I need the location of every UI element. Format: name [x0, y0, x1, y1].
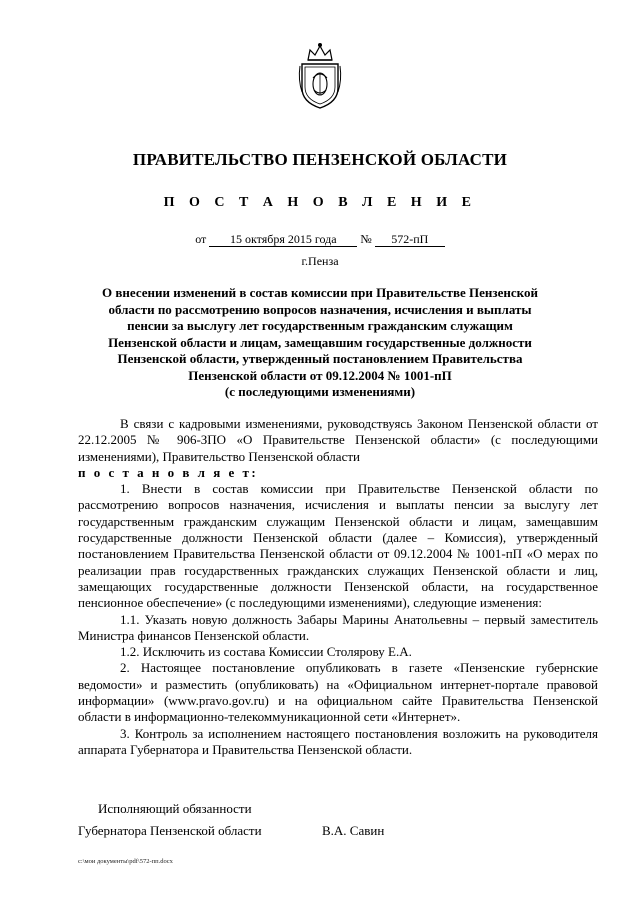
government-title: ПРАВИТЕЛЬСТВО ПЕНЗЕНСКОЙ ОБЛАСТИ — [132, 150, 508, 169]
signer-position-line1: Исполняющий обязанности — [98, 801, 252, 816]
signer-position-line2: Губернатора Пензенской области — [78, 823, 262, 838]
number-prefix: № — [360, 232, 372, 246]
heading-line: Пензенской области и лицам, замещавшим государственные должности — [108, 334, 532, 350]
paragraph-1-2: 1.2. Исключить из состава Комиссии Столярову Е.А. — [120, 644, 412, 660]
heading-line: (с последующими изменениями) — [224, 384, 416, 399]
resolves-word: п о с т а н о в л я е т: — [78, 464, 259, 480]
heading-line: Пензенской области, утвержденный постановлением Правительства — [117, 351, 523, 366]
document-date: 15 октября 2015 года — [209, 233, 357, 247]
signature-block — [78, 798, 385, 842]
preamble: В связи с кадровыми изменениями, руководствуясь Законом Пензенской области от 22.12.2005 № 906-ЗПО «О Правительстве Пензенской области» (с последующими изменениями), Правительство Пензенской области — [78, 416, 598, 464]
signer-name: В.А. Савин — [322, 823, 385, 838]
date-prefix: от — [195, 232, 207, 246]
paragraph-2: 2. Настоящее постановление опубликовать в газете «Пензенские губернские ведомости» и разместить (опубликовать) на «Официальном интернет-портале правовой информации» (www.pravo.gov.ru) и на официальном сайте Правительства Пензенской области в информационно-телекоммуникационной сети «Интернет». — [78, 660, 598, 725]
document-number: 572-пП — [375, 233, 445, 247]
heading-line: О внесении изменений в состав комиссии при Правительстве Пензенской — [102, 285, 538, 300]
heading-line: пенсии за выслугу лет государственным гражданским служащим — [127, 318, 513, 333]
heading-line: Пензенской области от 09.12.2004 № 1001-пП — [188, 367, 452, 383]
date-number-line — [0, 232, 640, 247]
city: г.Пенза — [301, 254, 339, 268]
resolves-paragraph — [78, 465, 598, 481]
document-type: П О С Т А Н О В Л Е Н И Е — [163, 195, 477, 210]
paragraph-1: 1. Внести в состав комиссии при Правительстве Пензенской области по рассмотрению вопросов назначения, исчисления и выплаты пенсии за выслугу лет государственным гражданским служащим Пензенской области и лицам, замещавшим государственные должности Пензенской области (далее – Комиссия), утвержденный постановлением Правительства Пензенской области от 09.12.2004 № 1001-пП «О мерах по реализации прав государственных гражданских служащих Пензенской области и лиц, замещающих государственные должности Пензенской области, на государственное пенсионное обеспечение» (с последующими изменениями), следующие изменения: — [78, 481, 598, 611]
document-heading — [80, 285, 560, 401]
heading-line: области по рассмотрению вопросов назначения, исчисления и выплаты — [108, 301, 532, 317]
file-path-footer: c:\мои документы\pdf\572-пп.docx — [78, 858, 173, 865]
document-body — [78, 416, 598, 758]
coat-of-arms-icon — [296, 40, 344, 112]
paragraph-1-1: 1.1. Указать новую должность Забары Марины Анатольевны – первый заместитель Министра финансов Пензенской области. — [78, 611, 598, 643]
paragraph-3: 3. Контроль за исполнением настоящего постановления возложить на руководителя аппарата Губернатора и Правительства Пензенской области. — [78, 725, 598, 757]
